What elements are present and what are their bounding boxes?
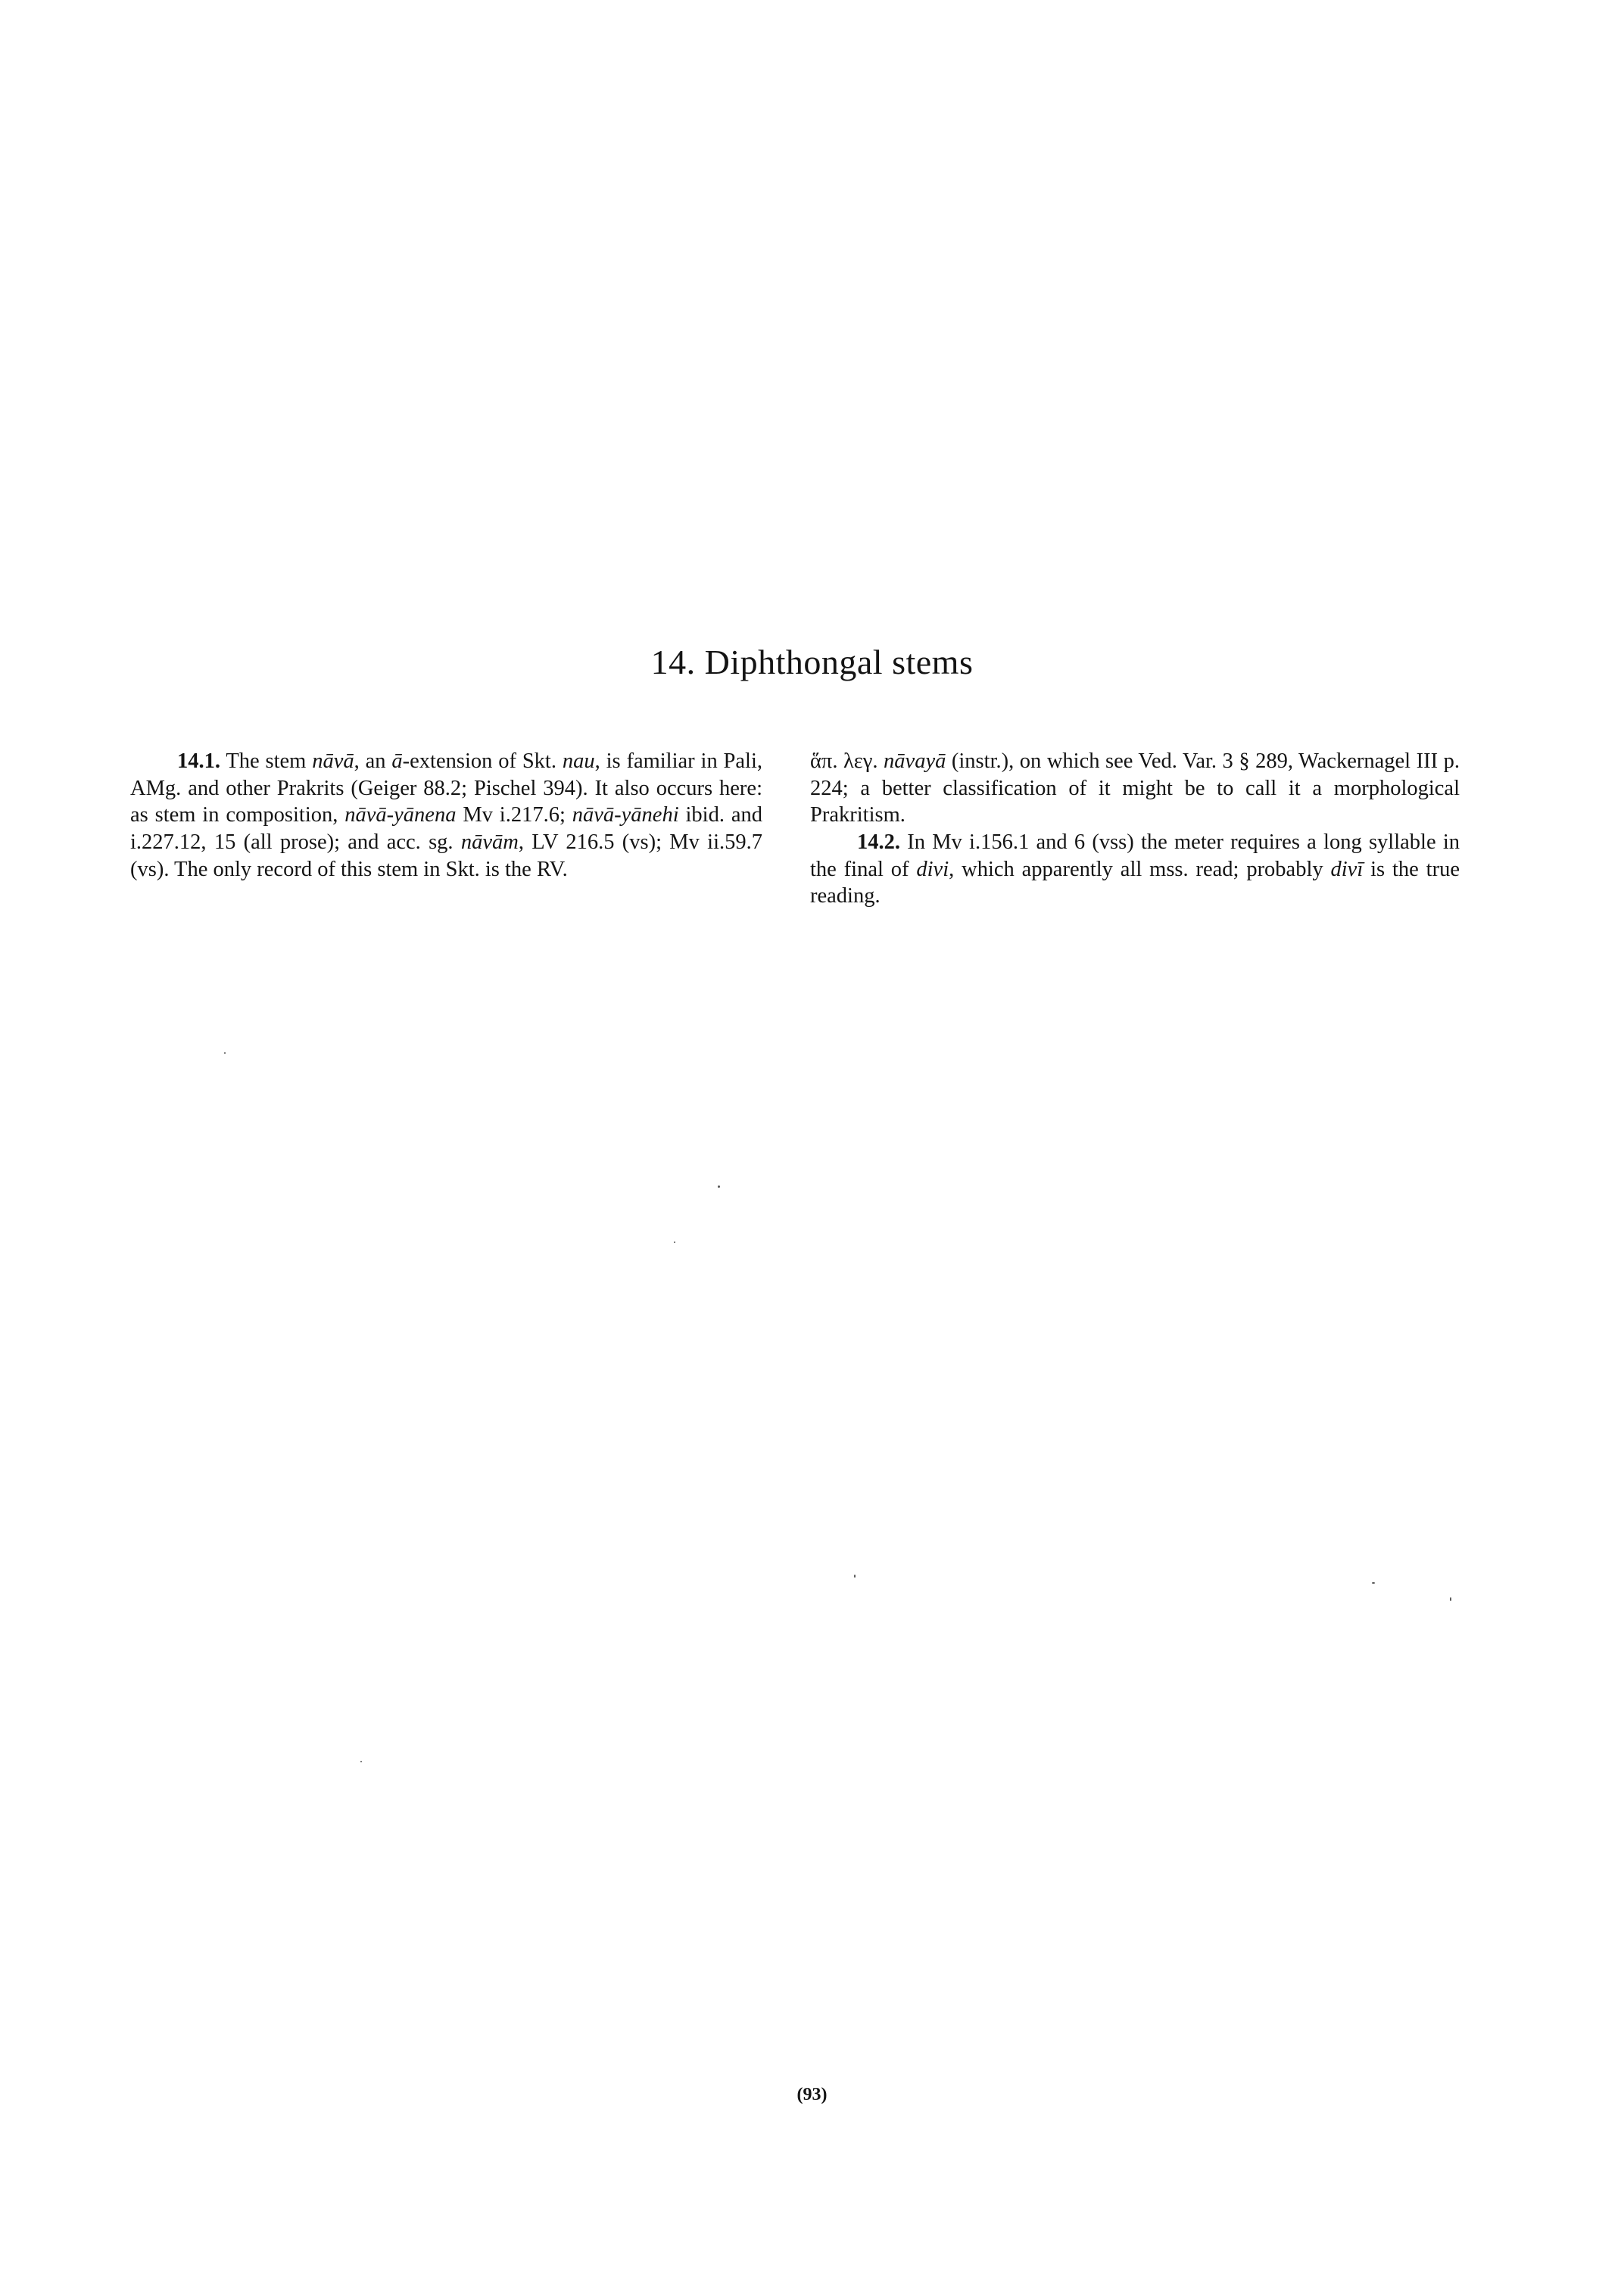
italic-term: nāvām xyxy=(460,830,519,854)
italic-term: nāvā-yānena xyxy=(344,803,457,827)
text-run: Mv i.217.6; xyxy=(456,803,572,827)
page-number: (93) xyxy=(796,2085,828,2105)
text-run: , LV 216.5 (vs); Mv ii.59.7 (vs). The only record of this stem in Skt. is the RV. xyxy=(130,830,762,881)
text-run: -extension of Skt. xyxy=(402,749,563,773)
text-run: ibid. and i.227.12, 15 (all prose); and acc. sg. xyxy=(130,803,762,854)
italic-term: nāvayā xyxy=(884,749,946,773)
italic-term: ā xyxy=(391,749,403,773)
italic-term: divi xyxy=(916,857,949,881)
text-run: , is familiar in Pali, AMg. and other Prakrits (Geiger 88.2; Pischel 394). It also occurs here: as stem in composition, xyxy=(130,749,763,827)
paragraph-14-1 xyxy=(130,748,762,883)
italic-term: divī xyxy=(1330,857,1364,881)
scan-speck xyxy=(360,1761,362,1762)
paragraph-14-2 xyxy=(810,829,1460,910)
left-column xyxy=(130,748,762,883)
scan-speck xyxy=(224,1052,226,1054)
page-title: 14. Diphthongal stems xyxy=(650,643,974,681)
text-run: is the true reading. xyxy=(810,857,1460,908)
scan-speck xyxy=(1372,1582,1375,1584)
text-run: In Mv i.156.1 and 6 (vss) the meter requires a long syllable in the final of xyxy=(810,830,1460,881)
paragraph-14-2-body xyxy=(810,830,1460,908)
text-run xyxy=(878,749,884,773)
italic-term: nau xyxy=(562,749,595,773)
scan-speck xyxy=(854,1575,856,1578)
scan-speck xyxy=(1450,1597,1451,1601)
italic-term: nāvā-yānehi xyxy=(572,803,679,827)
text-run: , which apparently all mss. read; probably xyxy=(949,857,1331,881)
text-run: ἅπ. λεγ. xyxy=(810,749,878,773)
text-run: , an xyxy=(354,749,392,773)
italic-term: nāvā xyxy=(312,749,354,773)
section-number-14-2: 14.2. xyxy=(857,830,900,854)
paragraph-14-1-body xyxy=(130,749,762,881)
paragraph-14-1-continuation xyxy=(810,748,1460,829)
text-run: (instr.), on which see Ved. Var. 3 § 289, Wackernagel III p. 224; a better classification of it might be to call it a morphological Prakritism. xyxy=(810,749,1460,827)
scan-speck xyxy=(674,1242,675,1243)
scan-speck xyxy=(718,1185,720,1188)
section-number-14-1: 14.1. xyxy=(177,749,220,773)
text-run: The stem xyxy=(220,749,313,773)
right-column xyxy=(810,748,1460,910)
